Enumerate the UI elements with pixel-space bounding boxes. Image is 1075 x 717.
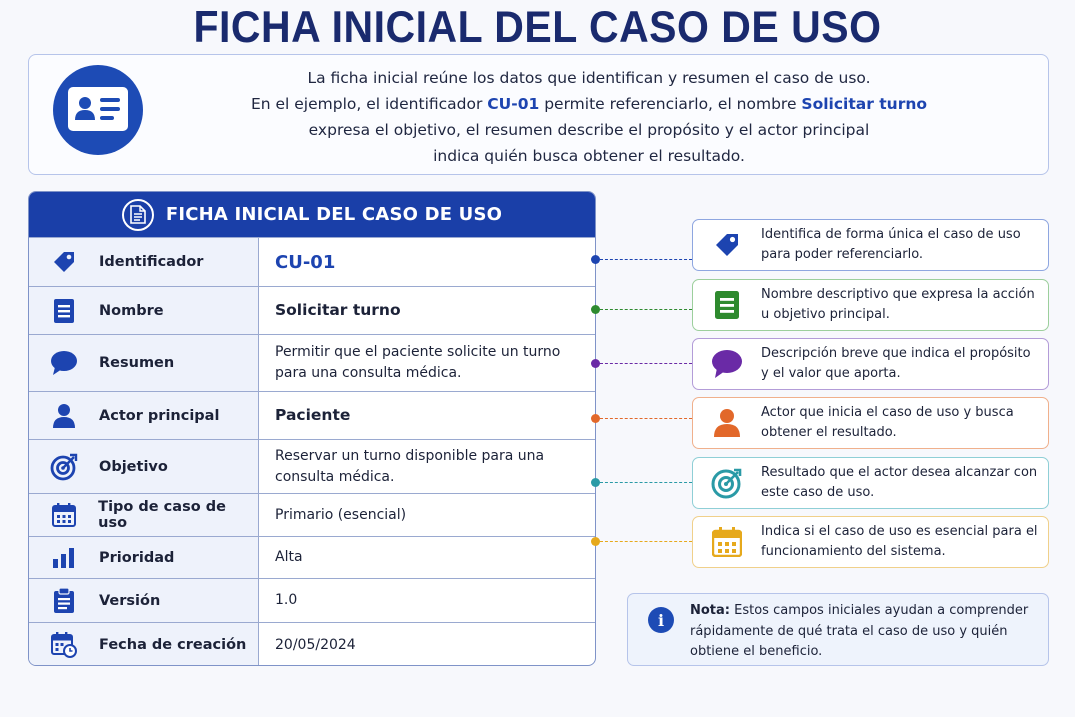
bar-chart-icon: [29, 547, 99, 569]
connector-dot: [591, 478, 600, 487]
card-header-title: FICHA INICIAL DEL CASO DE USO: [165, 204, 503, 225]
row-fecha: Fecha de creación 20/05/2024: [29, 622, 595, 666]
document-icon: [122, 199, 154, 231]
connector-dot: [591, 305, 600, 314]
row-value: Primario (esencial): [275, 506, 407, 523]
note-text: Estos campos iniciales ayudan a comprender rápidamente de qué trata el caso de uso y quién obtiene el beneficio.: [690, 603, 1029, 659]
row-value: 20/05/2024: [275, 636, 356, 653]
row-value: Reservar un turno disponible para una consulta médica.: [275, 447, 545, 485]
tag-icon: [693, 230, 761, 260]
target-icon: [693, 467, 761, 499]
connector-line: [600, 259, 692, 260]
row-prioridad: Prioridad Alta: [29, 536, 595, 578]
speech-bubble-icon: [693, 349, 761, 379]
calendar-clock-icon: [29, 632, 99, 658]
row-version: Versión 1.0: [29, 578, 595, 622]
intro-box: [28, 54, 1049, 175]
list-document-icon: [693, 290, 761, 320]
row-value: Permitir que el paciente solicite un turno para una consulta médica.: [275, 344, 561, 381]
row-actor: Actor principal Paciente: [29, 391, 595, 439]
row-tipo: Tipo de caso de uso Primario (esencial): [29, 493, 595, 536]
use-case-card: [28, 191, 596, 666]
clipboard-icon: [29, 588, 99, 614]
connector-dot: [591, 255, 600, 264]
explanation-actor: Actor que inicia el caso de uso y busca obtener el resultado.: [692, 397, 1049, 449]
target-icon: [29, 453, 99, 481]
user-icon: [693, 408, 761, 438]
row-value: Paciente: [275, 406, 351, 424]
calendar-icon: [693, 527, 761, 557]
row-value: Alta: [275, 549, 303, 565]
info-icon: i: [648, 607, 674, 633]
intro-name: Solicitar turno: [801, 95, 928, 113]
explanation-identificador: Identifica de forma única el caso de uso para poder referenciarlo.: [692, 219, 1049, 271]
list-document-icon: [29, 298, 99, 324]
connector-dot: [591, 414, 600, 423]
explanation-nombre: Nombre descriptivo que expresa la acción u objetivo principal.: [692, 279, 1049, 331]
card-header: [29, 192, 595, 237]
explanation-objetivo: Resultado que el actor desea alcanzar con este caso de uso.: [692, 457, 1049, 509]
row-nombre: Nombre Solicitar turno: [29, 286, 595, 334]
explanation-tipo: Indica si el caso de uso es esencial para el funcionamiento del sistema.: [692, 516, 1049, 568]
intro-code: CU-01: [487, 95, 540, 113]
connector-line: [600, 363, 692, 364]
intro-text: La ficha inicial reúne los datos que identifican y resumen el caso de uso. En el ejemplo, el identificador CU-01 permite referenciarlo, el nombre Solicitar turno expresa el objetivo, el resumen describe el propósito y el actor principal indica quién busca obtener el resultado.: [250, 69, 928, 165]
connector-dot: [591, 537, 600, 546]
explanation-resumen: Descripción breve que indica el propósito y el valor que aporta.: [692, 338, 1049, 390]
row-objetivo: Objetivo Reservar un turno disponible para una consulta médica.: [29, 439, 595, 493]
connector-dot: [591, 359, 600, 368]
tag-icon: [29, 249, 99, 275]
speech-bubble-icon: [29, 350, 99, 376]
id-card-icon: [53, 65, 143, 155]
connector-line: [600, 482, 692, 483]
connector-line: [600, 418, 692, 419]
page-title: FICHA INICIAL DEL CASO DE USO: [193, 2, 882, 52]
note-label: Nota:: [690, 603, 730, 618]
row-resumen: Resumen Permitir que el paciente solicite un turno para una consulta médica.: [29, 334, 595, 391]
row-value: CU-01: [275, 251, 336, 273]
connector-line: [600, 541, 692, 542]
connector-line: [600, 309, 692, 310]
row-identificador: Identificador CU-01: [29, 237, 595, 286]
row-value: Solicitar turno: [275, 301, 401, 319]
user-icon: [29, 403, 99, 429]
calendar-icon: [29, 503, 98, 527]
row-value: 1.0: [275, 592, 298, 608]
note-box: [627, 593, 1049, 666]
